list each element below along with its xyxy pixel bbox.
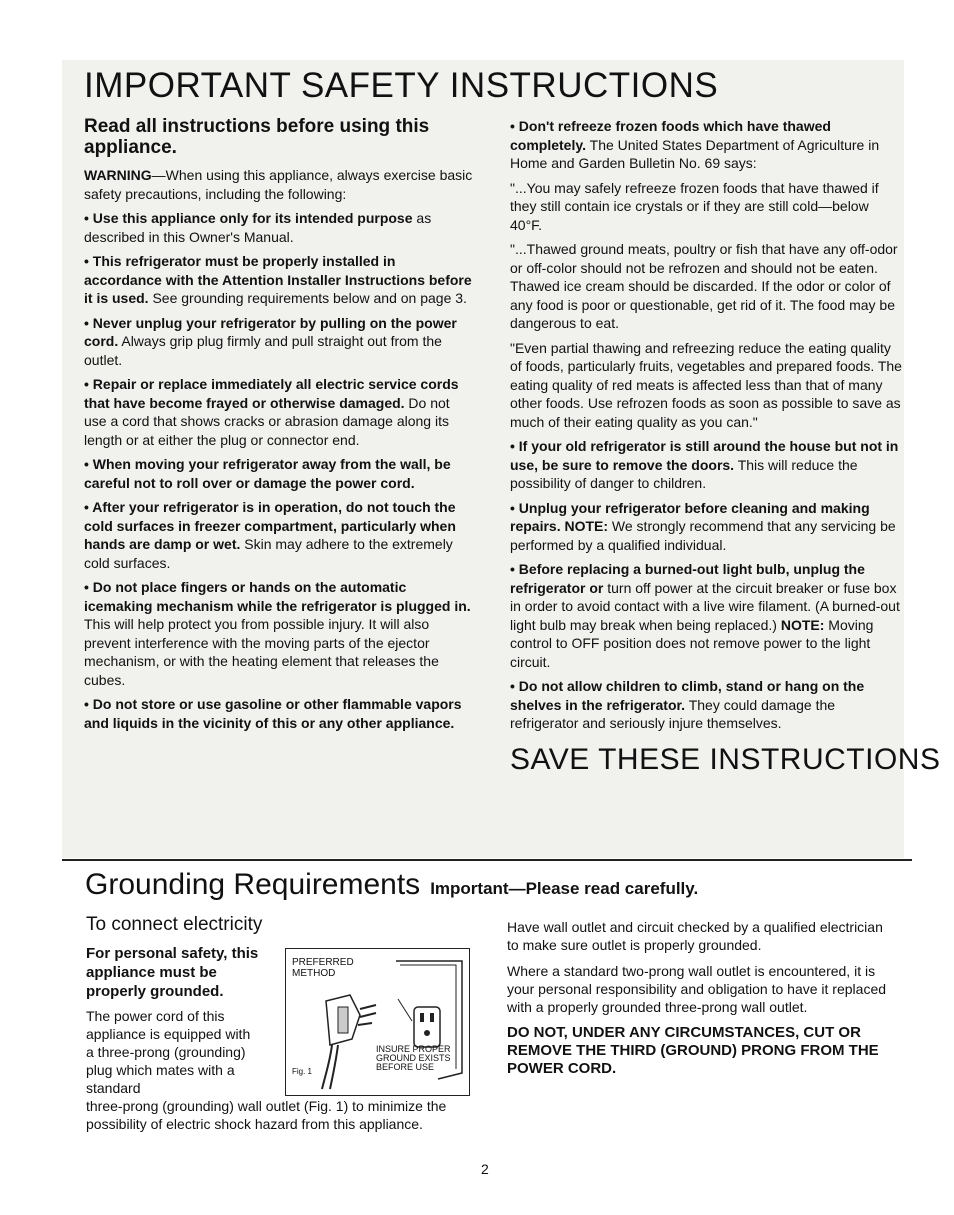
figure-label-line: METHOD [292, 968, 336, 979]
safety-item [510, 117, 902, 173]
figure-method-label [292, 957, 354, 979]
safety-item [84, 375, 474, 449]
safety-item-text: Moving control to OFF position does not remove power to the light circuit. [510, 616, 874, 670]
quote-paragraph [510, 240, 902, 333]
safety-item [510, 437, 902, 493]
quote-text: "Even partial thawing and refreezing reduce the eating quality of foods, particularly fruits, vegetables and prepared foods. The eating quality of red meats is affected less than that of many other foods. Use refrozen foods as soon as possible to save as much of their eating quality as you can." [510, 339, 902, 430]
safety-item-text: This will help protect you from possible injury. It will also prevent interference with the moving parts of the ejector mechanism, or with the heating element that releases the cubes. [84, 616, 439, 688]
safety-item-note: NOTE: [780, 616, 825, 633]
grounding-title [85, 868, 698, 902]
safety-item-bold: • Never unplug your refrigerator by pulling on the power cord. [84, 314, 457, 349]
power-cord-text: The power cord of this appliance is equipped with a three-prong (grounding) plug which mates with a standard [86, 1008, 251, 1096]
page-title: IMPORTANT SAFETY INSTRUCTIONS [84, 66, 719, 105]
two-prong-text: Where a standard two-prong wall outlet is encountered, it is your personal responsibility and obligation to have it replaced with a properly grounded three-prong wall outlet. [507, 963, 887, 1015]
power-cord-text-continued: three-prong (grounding) wall outlet (Fig. 1) to minimize the possibility of electric shock hazard from this appliance. [86, 1098, 447, 1132]
safety-item-text: This will reduce the possibility of danger to children. [510, 456, 858, 491]
safety-item-bold: • If your old refrigerator is still around the house but not in use, be sure to remove the doors. [510, 438, 899, 473]
grounding-heading: Grounding Requirements [85, 868, 421, 901]
right-safety-column [510, 117, 941, 777]
safety-item-text: We strongly recommend that any servicing be performed by a qualified individual. [510, 518, 896, 553]
ground-prong-warning: DO NOT, UNDER ANY CIRCUMSTANCES, CUT OR REMOVE THE THIRD (GROUND) PRONG FROM THE POWER CORD. [507, 1024, 879, 1077]
save-instructions-heading: SAVE THESE INSTRUCTIONS [510, 742, 941, 776]
grounding-figure [285, 948, 470, 1096]
figure-caption-line: INSURE PROPER [376, 1044, 451, 1054]
quote-paragraph [510, 179, 902, 235]
safety-item [84, 695, 474, 732]
safety-item [510, 677, 902, 733]
safety-item [84, 252, 474, 308]
figure-number: Fig. 1 [292, 1067, 313, 1076]
safety-item [510, 499, 902, 555]
safety-item-bold: • Do not store or use gasoline or other flammable vapors and liquids in the vicinity of this or any other appliance. [84, 696, 462, 731]
warning-lead: WARNING [84, 167, 152, 183]
warning-paragraph [84, 166, 474, 203]
safety-item [84, 578, 474, 689]
figure-caption [376, 1045, 466, 1072]
safety-item-text: as described in this Owner's Manual. [84, 210, 432, 245]
quote-text: "...Thawed ground meats, poultry or fish that have any off-odor or off-color should not be refrozen and should not be eaten. Thawed ice cream should be discarded. If the odor or color of any food is poor or questionable, get rid of it. The food may be dangerous to eat. [510, 241, 898, 331]
safety-item-bold: • After your refrigerator is in operation, do not touch the cold surfaces in freezer compartment, particularly when hands are damp or wet. [84, 499, 456, 552]
safety-item-bold: • Repair or replace immediately all electric service cords that have become frayed or otherwise damaged. [84, 376, 459, 411]
safety-item-bold: • Use this appliance only for its intended purpose [84, 210, 413, 226]
section-divider [62, 859, 912, 861]
safety-item-bold: • Before replacing a burned-out light bulb, unplug the refrigerator or [510, 561, 865, 596]
safety-item-bold: • Don't refreeze frozen foods which have thawed completely. [510, 118, 831, 153]
safety-item-bold: • When moving your refrigerator away from the wall, be careful not to roll over or damage the power cord. [84, 456, 451, 491]
connect-heading: To connect electricity [86, 914, 263, 935]
safety-item-text: Do not use a cord that shows cracks or abrasion damage along its length or at either the plug or connector end. [84, 394, 450, 448]
safety-item-text: Skin may adhere to the extremely cold surfaces. [84, 536, 453, 571]
safety-item-bold: • Unplug your refrigerator before cleaning and making repairs. NOTE: [510, 499, 870, 534]
safety-item [510, 560, 902, 671]
safety-item-text: They could damage the refrigerator and seriously injure themselves. [510, 696, 836, 731]
warning-text: —When using this appliance, always exercise basic safety precautions, including the following: [84, 167, 473, 202]
grounding-subtitle: Important—Please read carefully. [430, 879, 699, 898]
safety-item [84, 314, 474, 370]
safety-item-text: See grounding requirements below and on page 3. [148, 290, 467, 306]
safety-bold-block: For personal safety, this appliance must be properly grounded. [86, 945, 259, 1000]
safety-item-text: turn off power at the circuit breaker or fuse box in order to avoid contact with a live wire filament. (A burned-out light bulb may break when being replaced.) [510, 579, 900, 633]
safety-item [84, 209, 474, 246]
figure-caption-line: BEFORE USE [376, 1062, 435, 1072]
safety-item-bold: • Do not allow children to climb, stand or hang on the shelves in the refrigerator. [510, 678, 865, 713]
grounding-right-text [507, 918, 897, 1086]
quote-paragraph [510, 339, 902, 432]
intro-heading: Read all instructions before using this appliance. [84, 116, 430, 158]
safety-item-bold: • This refrigerator must be properly installed in accordance with the Attention Installer Instructions before it is used. [84, 253, 472, 306]
safety-item [84, 498, 474, 572]
left-safety-column [84, 116, 474, 738]
quote-text: "...You may safely refreeze frozen foods that have thawed if they still contain ice crystals or if they are still cold—below 40°F. [510, 179, 879, 233]
figure-label-line: PREFERRED [292, 957, 354, 968]
figure-caption-line: GROUND EXISTS [376, 1053, 451, 1063]
safety-item [84, 455, 474, 492]
safety-item-text: The United States Department of Agriculture in Home and Garden Bulletin No. 69 says: [510, 136, 880, 171]
safety-item-bold: • Do not place fingers or hands on the automatic icemaking mechanism while the refrigerator is plugged in. [84, 579, 471, 614]
page-number: 2 [481, 1161, 489, 1177]
outlet-check-text: Have wall outlet and circuit checked by a qualified electrician to make sure outlet is properly grounded. [507, 919, 883, 953]
safety-item-text: Always grip plug firmly and pull straight out from the outlet. [84, 333, 442, 368]
